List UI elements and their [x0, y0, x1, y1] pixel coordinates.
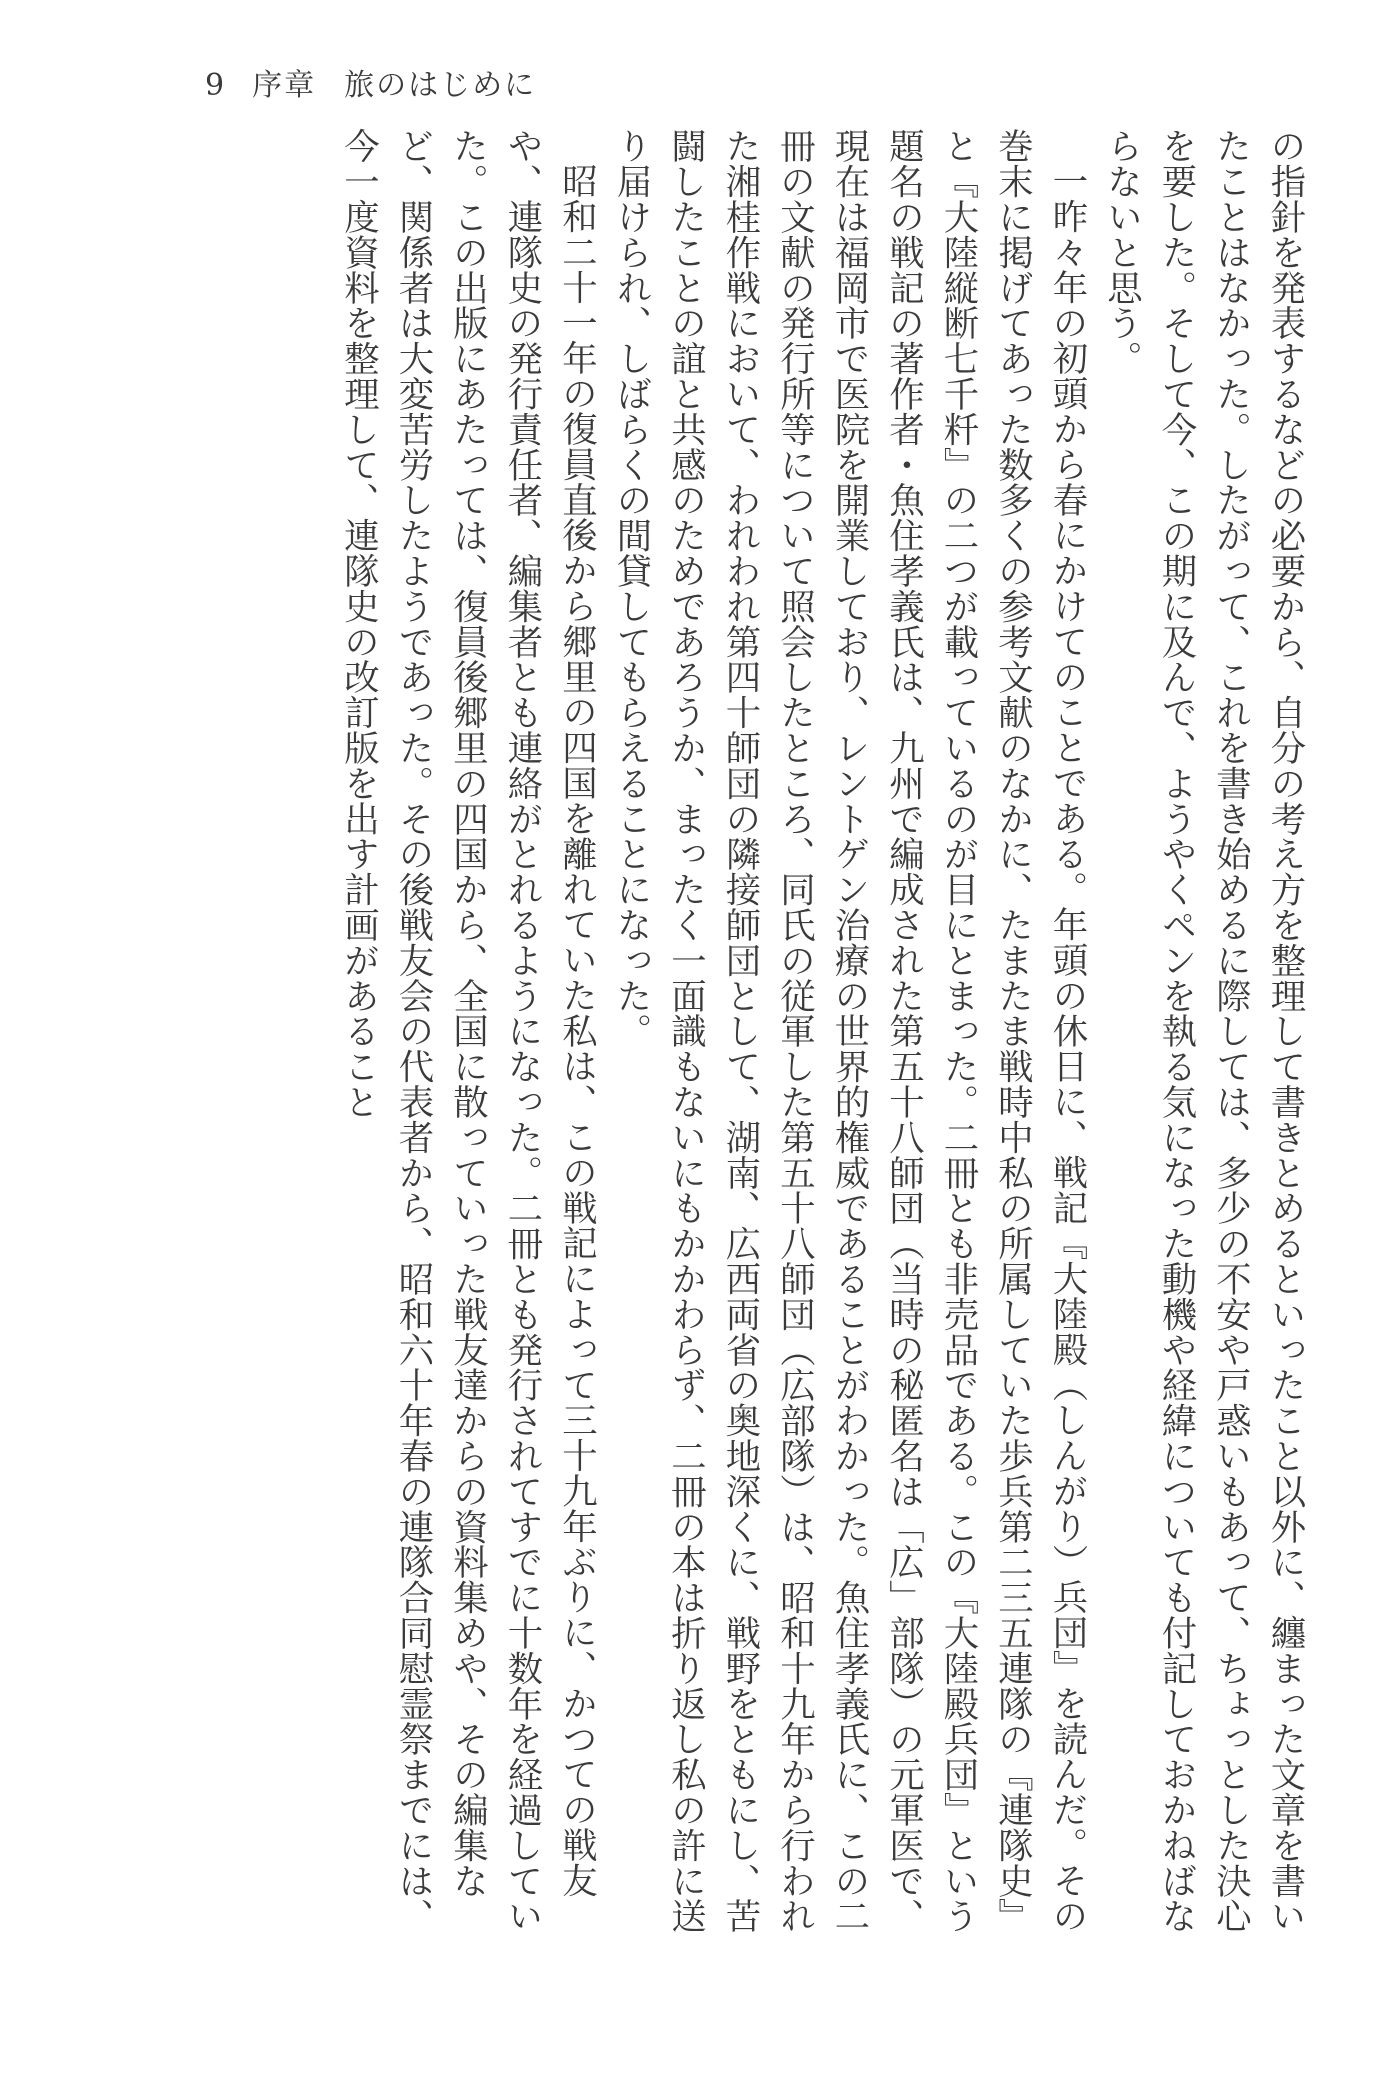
paragraph: 一昨々年の初頭から春にかけてのことである。年頭の休日に、戦記『大陸殿（しんがり）兵団』を読んだ。その巻末に掲げてあった数多くの参考文献のなかに、たまたま戦時中私の所属していた歩兵第二三五連隊の『連隊史』と『大陸縦断七千粁』の二つが載っているのが目にとまった。二冊とも非売品である。この『大陸殿兵団』という題名の戦記の著作者・魚住孝義氏は、九州で編成された第五十八師団（当時の秘匿名は「広」部隊）の元軍医で、現在は福岡市で医院を開業しており、レントゲン治療の世界的権威であることがわかった。魚住孝義氏に、この二冊の文献の発行所等について照会したところ、同氏の従軍した第五十八師団（広部隊）は、昭和十九年から行われた湘桂作戦において、われわれ第四十師団の隣接師団として、湖南、広西両省の奥地深くに、戦野をともにし、苦闘したことの誼と共感のためであろうか、まったく一面識もないにもかかわらず、二冊の本は折り返し私の許に送り届けられ、しばらくの間貸してもらえることになった。 — [611, 128, 1088, 1934]
running-header — [205, 60, 536, 104]
page-number: 9 — [205, 68, 227, 103]
paragraph: 昭和二十一年の復員直後から郷里の四国を離れていた私は、この戦記によって三十九年ぶりに、かつての戦友や、連隊史の発行責任者、編集者とも連絡がとれるようになった。二冊とも発行されてすでに十数年を経過していた。この出版にあたっては、復員後郷里の四国から、全国に散っていった戦友達からの資料集めや、その編集など、関係者は大変苦労したようであった。その後戦友会の代表者から、昭和六十年春の連隊合同慰霊祭までには、今一度資料を整理して、連隊史の改訂版を出す計画があること — [338, 128, 598, 1934]
vertical-text-body — [331, 128, 1312, 1948]
chapter-title: 旅のはじめに — [344, 68, 537, 103]
paragraph-continuation: の指針を発表するなどの必要から、自分の考え方を整理して書きとめるといったこと以外に、纏まった文章を書いたことはなかった。したがって、これを書き始めるに際しては、多少の不安や戸惑いもあって、ちょっとした決心を要した。そして今、この期に及んで、ようやくペンを執る気になった動機や経緯についても付記しておかねばならないと思う。 — [1101, 128, 1306, 1934]
chapter-label: 序章 — [252, 68, 317, 103]
